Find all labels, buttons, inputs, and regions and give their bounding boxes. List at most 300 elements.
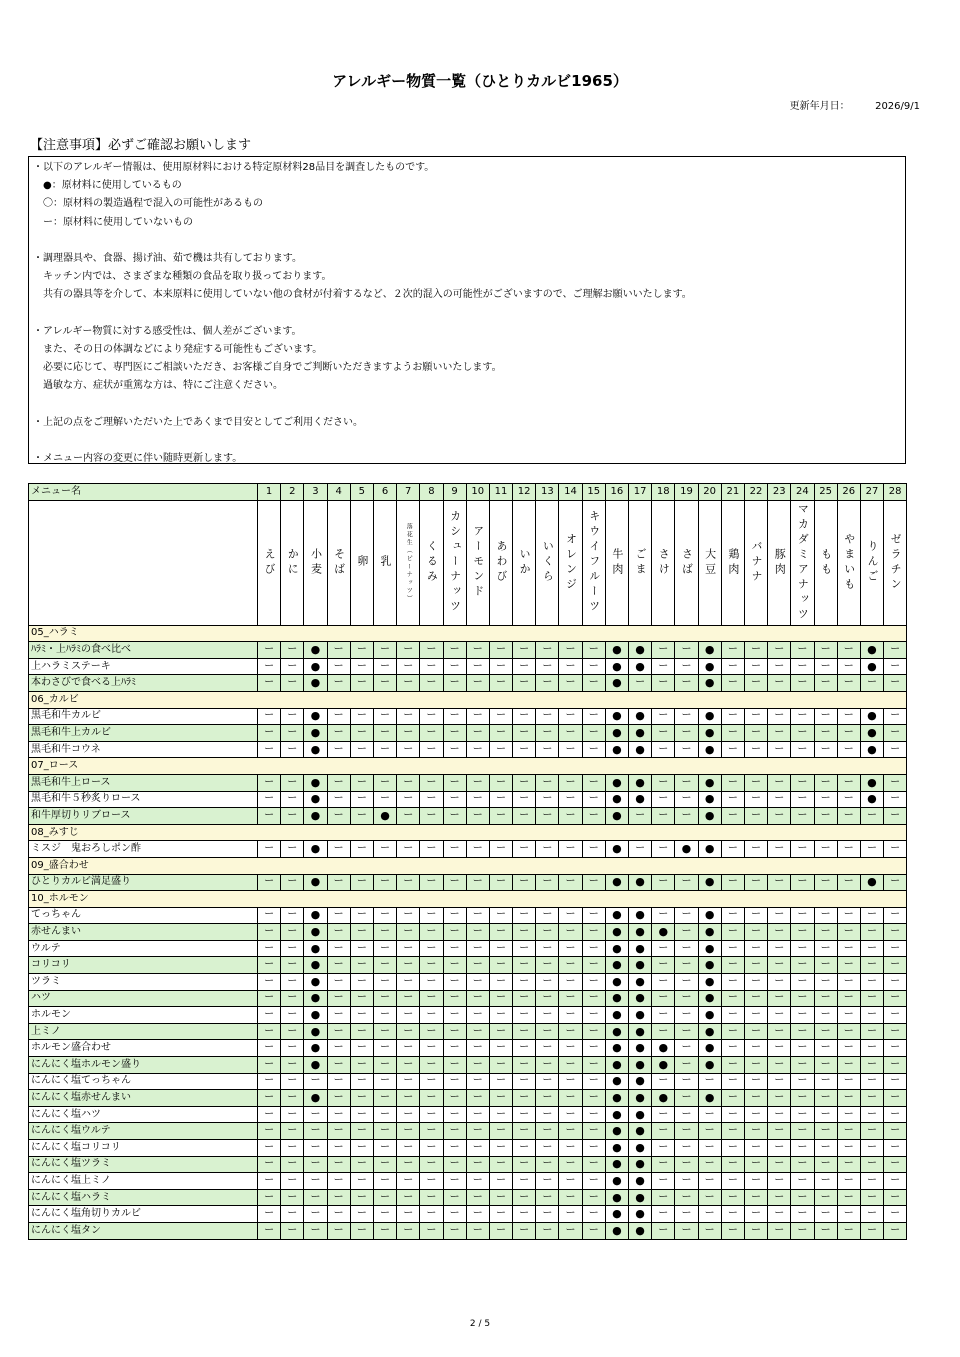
absent-mark: ー [420, 1106, 443, 1123]
menu-row [29, 675, 907, 692]
absent-mark: ー [466, 874, 489, 891]
menu-name: ﾊﾗﾐ・上ﾊﾗﾐの食べ比べ [29, 642, 258, 659]
absent-mark: ー [814, 1140, 837, 1157]
update-date-label: 更新年月日： [789, 101, 850, 112]
absent-mark: ー [536, 940, 559, 957]
absent-mark: ー [281, 725, 304, 742]
absent-mark: ー [281, 1222, 304, 1239]
absent-mark: ー [281, 1173, 304, 1190]
absent-mark: ー [466, 642, 489, 659]
contains-mark: ● [698, 841, 721, 858]
absent-mark: ー [884, 1123, 907, 1140]
absent-mark: ー [652, 808, 675, 825]
absent-mark: ー [744, 1023, 767, 1040]
absent-mark: ー [443, 1040, 466, 1057]
absent-mark: ー [814, 1007, 837, 1024]
allergen-number: 25 [814, 484, 837, 501]
absent-mark: ー [582, 841, 605, 858]
absent-mark: ー [768, 708, 791, 725]
absent-mark: ー [652, 957, 675, 974]
absent-mark: ー [304, 1206, 327, 1223]
absent-mark: ー [721, 808, 744, 825]
absent-mark: ー [536, 957, 559, 974]
absent-mark: ー [281, 1057, 304, 1074]
absent-mark: ー [397, 774, 420, 791]
absent-mark: ー [258, 725, 281, 742]
allergen-number: 18 [652, 484, 675, 501]
absent-mark: ー [397, 1222, 420, 1239]
allergen-name: 小麦 [309, 547, 323, 578]
absent-mark: ー [768, 1189, 791, 1206]
absent-mark: ー [397, 1040, 420, 1057]
absent-mark: ー [281, 1040, 304, 1057]
absent-mark: ー [420, 974, 443, 991]
absent-mark: ー [791, 907, 814, 924]
absent-mark: ー [489, 658, 512, 675]
absent-mark: ー [420, 741, 443, 758]
absent-mark: ー [466, 841, 489, 858]
allergen-name-cell [513, 500, 536, 625]
absent-mark: ー [744, 1173, 767, 1190]
header-number-row [29, 484, 907, 501]
absent-mark: ー [443, 1023, 466, 1040]
contains-mark: ● [304, 907, 327, 924]
absent-mark: ー [420, 1173, 443, 1190]
absent-mark: ー [768, 841, 791, 858]
absent-mark: ー [513, 924, 536, 941]
absent-mark: ー [536, 1106, 559, 1123]
absent-mark: ー [675, 907, 698, 924]
absent-mark: ー [791, 841, 814, 858]
absent-mark: ー [489, 808, 512, 825]
category-row [29, 891, 907, 908]
absent-mark: ー [582, 907, 605, 924]
contains-mark: ● [698, 974, 721, 991]
contains-mark: ● [304, 791, 327, 808]
absent-mark: ー [258, 841, 281, 858]
absent-mark: ー [582, 1206, 605, 1223]
contains-mark: ● [605, 1073, 628, 1090]
absent-mark: ー [559, 1173, 582, 1190]
absent-mark: ー [791, 1073, 814, 1090]
absent-mark: ー [350, 725, 373, 742]
menu-name: にんにく塩赤せんまい [29, 1090, 258, 1107]
category-label: 09_盛合わせ [29, 857, 907, 874]
absent-mark: ー [466, 1156, 489, 1173]
absent-mark: ー [744, 841, 767, 858]
absent-mark: ー [860, 907, 883, 924]
absent-mark: ー [837, 808, 860, 825]
absent-mark: ー [420, 1189, 443, 1206]
absent-mark: ー [536, 874, 559, 891]
contains-mark: ● [605, 1189, 628, 1206]
absent-mark: ー [768, 808, 791, 825]
menu-row [29, 741, 907, 758]
contains-mark: ● [698, 1040, 721, 1057]
absent-mark: ー [768, 1206, 791, 1223]
absent-mark: ー [466, 1007, 489, 1024]
absent-mark: ー [884, 957, 907, 974]
contains-mark: ● [605, 874, 628, 891]
absent-mark: ー [884, 642, 907, 659]
notice-line: ・メニュー内容の変更に伴い随時更新します。 [33, 453, 243, 464]
contains-mark: ● [629, 774, 652, 791]
absent-mark: ー [768, 774, 791, 791]
allergen-name: もも [819, 547, 833, 578]
absent-mark: ー [837, 1206, 860, 1223]
absent-mark: ー [489, 1173, 512, 1190]
contains-mark: ● [304, 725, 327, 742]
absent-mark: ー [675, 791, 698, 808]
absent-mark: ー [721, 675, 744, 692]
absent-mark: ー [837, 1189, 860, 1206]
menu-row [29, 708, 907, 725]
absent-mark: ー [443, 924, 466, 941]
contains-mark: ● [629, 1123, 652, 1140]
absent-mark: ー [281, 957, 304, 974]
category-row [29, 857, 907, 874]
absent-mark: ー [814, 1156, 837, 1173]
absent-mark: ー [837, 907, 860, 924]
menu-name: にんにく塩タン [29, 1222, 258, 1239]
absent-mark: ー [513, 1040, 536, 1057]
absent-mark: ー [675, 924, 698, 941]
absent-mark: ー [281, 924, 304, 941]
menu-name: にんにく塩ハツ [29, 1106, 258, 1123]
absent-mark: ー [744, 1057, 767, 1074]
absent-mark: ー [443, 957, 466, 974]
menu-name: 上ハラミステーキ [29, 658, 258, 675]
absent-mark: ー [559, 1073, 582, 1090]
absent-mark: ー [814, 924, 837, 941]
absent-mark: ー [814, 708, 837, 725]
category-label: 10_ホルモン [29, 891, 907, 908]
contains-mark: ● [373, 808, 396, 825]
absent-mark: ー [536, 907, 559, 924]
absent-mark: ー [258, 791, 281, 808]
absent-mark: ー [281, 741, 304, 758]
absent-mark: ー [466, 1222, 489, 1239]
notice-line: ー：原材料に使用していないもの [33, 216, 193, 228]
absent-mark: ー [675, 1106, 698, 1123]
absent-mark: ー [768, 924, 791, 941]
absent-mark: ー [652, 874, 675, 891]
contains-mark: ● [605, 907, 628, 924]
absent-mark: ー [443, 940, 466, 957]
absent-mark: ー [768, 1007, 791, 1024]
absent-mark: ー [304, 1123, 327, 1140]
absent-mark: ー [304, 1173, 327, 1190]
allergen-number: 2 [281, 484, 304, 501]
absent-mark: ー [350, 907, 373, 924]
absent-mark: ー [350, 1090, 373, 1107]
absent-mark: ー [373, 924, 396, 941]
contains-mark: ● [698, 774, 721, 791]
absent-mark: ー [281, 1106, 304, 1123]
allergen-number: 10 [466, 484, 489, 501]
absent-mark: ー [675, 658, 698, 675]
absent-mark: ー [884, 774, 907, 791]
absent-mark: ー [837, 874, 860, 891]
absent-mark: ー [327, 1057, 350, 1074]
absent-mark: ー [791, 725, 814, 742]
absent-mark: ー [466, 774, 489, 791]
absent-mark: ー [559, 808, 582, 825]
absent-mark: ー [443, 841, 466, 858]
absent-mark: ー [281, 974, 304, 991]
absent-mark: ー [513, 1073, 536, 1090]
absent-mark: ー [559, 708, 582, 725]
absent-mark: ー [837, 1173, 860, 1190]
absent-mark: ー [397, 808, 420, 825]
absent-mark: ー [791, 1173, 814, 1190]
contains-mark: ● [605, 990, 628, 1007]
absent-mark: ー [327, 725, 350, 742]
absent-mark: ー [721, 1173, 744, 1190]
contains-mark: ● [605, 1156, 628, 1173]
absent-mark: ー [582, 741, 605, 758]
absent-mark: ー [327, 1222, 350, 1239]
absent-mark: ー [420, 774, 443, 791]
absent-mark: ー [884, 1090, 907, 1107]
absent-mark: ー [675, 774, 698, 791]
absent-mark: ー [768, 1073, 791, 1090]
contains-mark: ● [860, 642, 883, 659]
absent-mark: ー [420, 907, 443, 924]
allergen-name: 落花生（ピーナッツ） [405, 522, 413, 603]
absent-mark: ー [489, 642, 512, 659]
contains-mark: ● [629, 708, 652, 725]
absent-mark: ー [420, 675, 443, 692]
absent-mark: ー [814, 1073, 837, 1090]
absent-mark: ー [373, 774, 396, 791]
absent-mark: ー [420, 1123, 443, 1140]
contains-mark: ● [629, 1023, 652, 1040]
absent-mark: ー [397, 990, 420, 1007]
absent-mark: ー [258, 658, 281, 675]
contains-mark: ● [304, 1023, 327, 1040]
absent-mark: ー [350, 1023, 373, 1040]
header-name-row [29, 500, 907, 625]
absent-mark: ー [582, 1123, 605, 1140]
absent-mark: ー [466, 974, 489, 991]
absent-mark: ー [443, 642, 466, 659]
menu-row [29, 1189, 907, 1206]
contains-mark: ● [605, 1222, 628, 1239]
absent-mark: ー [884, 725, 907, 742]
absent-mark: ー [304, 1140, 327, 1157]
absent-mark: ー [884, 1173, 907, 1190]
absent-mark: ー [768, 1106, 791, 1123]
absent-mark: ー [652, 774, 675, 791]
absent-mark: ー [884, 1189, 907, 1206]
absent-mark: ー [837, 774, 860, 791]
absent-mark: ー [350, 841, 373, 858]
absent-mark: ー [884, 1222, 907, 1239]
absent-mark: ー [744, 725, 767, 742]
absent-mark: ー [466, 658, 489, 675]
absent-mark: ー [884, 990, 907, 1007]
absent-mark: ー [466, 1173, 489, 1190]
menu-name: ツラミ [29, 974, 258, 991]
absent-mark: ー [768, 1040, 791, 1057]
absent-mark: ー [791, 1040, 814, 1057]
absent-mark: ー [582, 1073, 605, 1090]
absent-mark: ー [582, 1007, 605, 1024]
absent-mark: ー [443, 1123, 466, 1140]
absent-mark: ー [373, 725, 396, 742]
absent-mark: ー [513, 907, 536, 924]
absent-mark: ー [443, 1173, 466, 1190]
absent-mark: ー [327, 642, 350, 659]
absent-mark: ー [721, 907, 744, 924]
absent-mark: ー [675, 1206, 698, 1223]
absent-mark: ー [258, 1073, 281, 1090]
absent-mark: ー [791, 791, 814, 808]
absent-mark: ー [443, 990, 466, 1007]
absent-mark: ー [397, 1140, 420, 1157]
absent-mark: ー [582, 874, 605, 891]
absent-mark: ー [744, 990, 767, 1007]
allergen-name: さけ [657, 547, 671, 578]
absent-mark: ー [675, 725, 698, 742]
absent-mark: ー [489, 990, 512, 1007]
absent-mark: ー [281, 1007, 304, 1024]
absent-mark: ー [489, 1123, 512, 1140]
absent-mark: ー [559, 658, 582, 675]
absent-mark: ー [698, 1140, 721, 1157]
allergen-name: 鶏肉 [726, 547, 740, 578]
allergen-number: 28 [884, 484, 907, 501]
absent-mark: ー [489, 675, 512, 692]
absent-mark: ー [513, 1057, 536, 1074]
allergen-number: 5 [350, 484, 373, 501]
notice-line: 必要に応じて、専門医にご相談いただき、お客様ご自身でご判断いただきますようお願いいたします。 [33, 362, 502, 374]
absent-mark: ー [744, 1222, 767, 1239]
absent-mark: ー [281, 658, 304, 675]
absent-mark: ー [258, 1106, 281, 1123]
absent-mark: ー [327, 990, 350, 1007]
absent-mark: ー [327, 974, 350, 991]
contains-mark: ● [629, 1040, 652, 1057]
absent-mark: ー [814, 1189, 837, 1206]
absent-mark: ー [837, 1007, 860, 1024]
absent-mark: ー [791, 924, 814, 941]
absent-mark: ー [281, 1123, 304, 1140]
absent-mark: ー [466, 708, 489, 725]
category-label: 08_みすじ [29, 824, 907, 841]
absent-mark: ー [350, 940, 373, 957]
absent-mark: ー [304, 1073, 327, 1090]
contains-mark: ● [698, 1057, 721, 1074]
absent-mark: ー [791, 1123, 814, 1140]
contains-mark: ● [304, 990, 327, 1007]
absent-mark: ー [258, 1156, 281, 1173]
absent-mark: ー [768, 642, 791, 659]
contains-mark: ● [304, 1040, 327, 1057]
absent-mark: ー [582, 1222, 605, 1239]
absent-mark: ー [489, 907, 512, 924]
category-row [29, 691, 907, 708]
absent-mark: ー [582, 808, 605, 825]
contains-mark: ● [698, 725, 721, 742]
absent-mark: ー [420, 642, 443, 659]
contains-mark: ● [629, 658, 652, 675]
absent-mark: ー [698, 1173, 721, 1190]
absent-mark: ー [258, 1189, 281, 1206]
allergen-number: 16 [605, 484, 628, 501]
absent-mark: ー [350, 874, 373, 891]
absent-mark: ー [466, 1057, 489, 1074]
menu-row [29, 1073, 907, 1090]
menu-row [29, 1222, 907, 1239]
absent-mark: ー [791, 940, 814, 957]
absent-mark: ー [466, 1023, 489, 1040]
contains-mark: ● [698, 675, 721, 692]
absent-mark: ー [373, 1073, 396, 1090]
allergen-name: カシューナッツ [448, 510, 462, 616]
absent-mark: ー [721, 1222, 744, 1239]
absent-mark: ー [721, 658, 744, 675]
contains-mark: ● [652, 1057, 675, 1074]
absent-mark: ー [373, 990, 396, 1007]
page-title: アレルギー物質一覧（ひとりカルビ1965） [332, 72, 628, 90]
absent-mark: ー [281, 1090, 304, 1107]
absent-mark: ー [420, 1057, 443, 1074]
absent-mark: ー [304, 1106, 327, 1123]
allergen-name: 豚肉 [773, 547, 787, 578]
absent-mark: ー [675, 990, 698, 1007]
contains-mark: ● [304, 658, 327, 675]
contains-mark: ● [629, 957, 652, 974]
absent-mark: ー [675, 874, 698, 891]
absent-mark: ー [744, 1189, 767, 1206]
absent-mark: ー [860, 1222, 883, 1239]
notice-line: 過敏な方、症状が重篤な方は、特にご注意ください。 [33, 380, 283, 392]
absent-mark: ー [559, 974, 582, 991]
absent-mark: ー [258, 924, 281, 941]
update-date [790, 97, 920, 112]
absent-mark: ー [443, 774, 466, 791]
absent-mark: ー [466, 1140, 489, 1157]
allergen-name-cell [443, 500, 466, 625]
absent-mark: ー [837, 1140, 860, 1157]
allergen-name-cell [373, 500, 396, 625]
absent-mark: ー [466, 675, 489, 692]
absent-mark: ー [350, 774, 373, 791]
absent-mark: ー [884, 1206, 907, 1223]
absent-mark: ー [350, 708, 373, 725]
absent-mark: ー [466, 791, 489, 808]
absent-mark: ー [258, 675, 281, 692]
absent-mark: ー [466, 940, 489, 957]
absent-mark: ー [397, 841, 420, 858]
absent-mark: ー [258, 1040, 281, 1057]
absent-mark: ー [281, 808, 304, 825]
absent-mark: ー [559, 741, 582, 758]
menu-row [29, 1140, 907, 1157]
absent-mark: ー [814, 1123, 837, 1140]
contains-mark: ● [698, 957, 721, 974]
absent-mark: ー [536, 1073, 559, 1090]
absent-mark: ー [582, 708, 605, 725]
absent-mark: ー [513, 957, 536, 974]
allergen-name: キウイフルーツ [587, 510, 601, 616]
absent-mark: ー [373, 907, 396, 924]
contains-mark: ● [698, 741, 721, 758]
absent-mark: ー [466, 741, 489, 758]
absent-mark: ー [744, 1073, 767, 1090]
